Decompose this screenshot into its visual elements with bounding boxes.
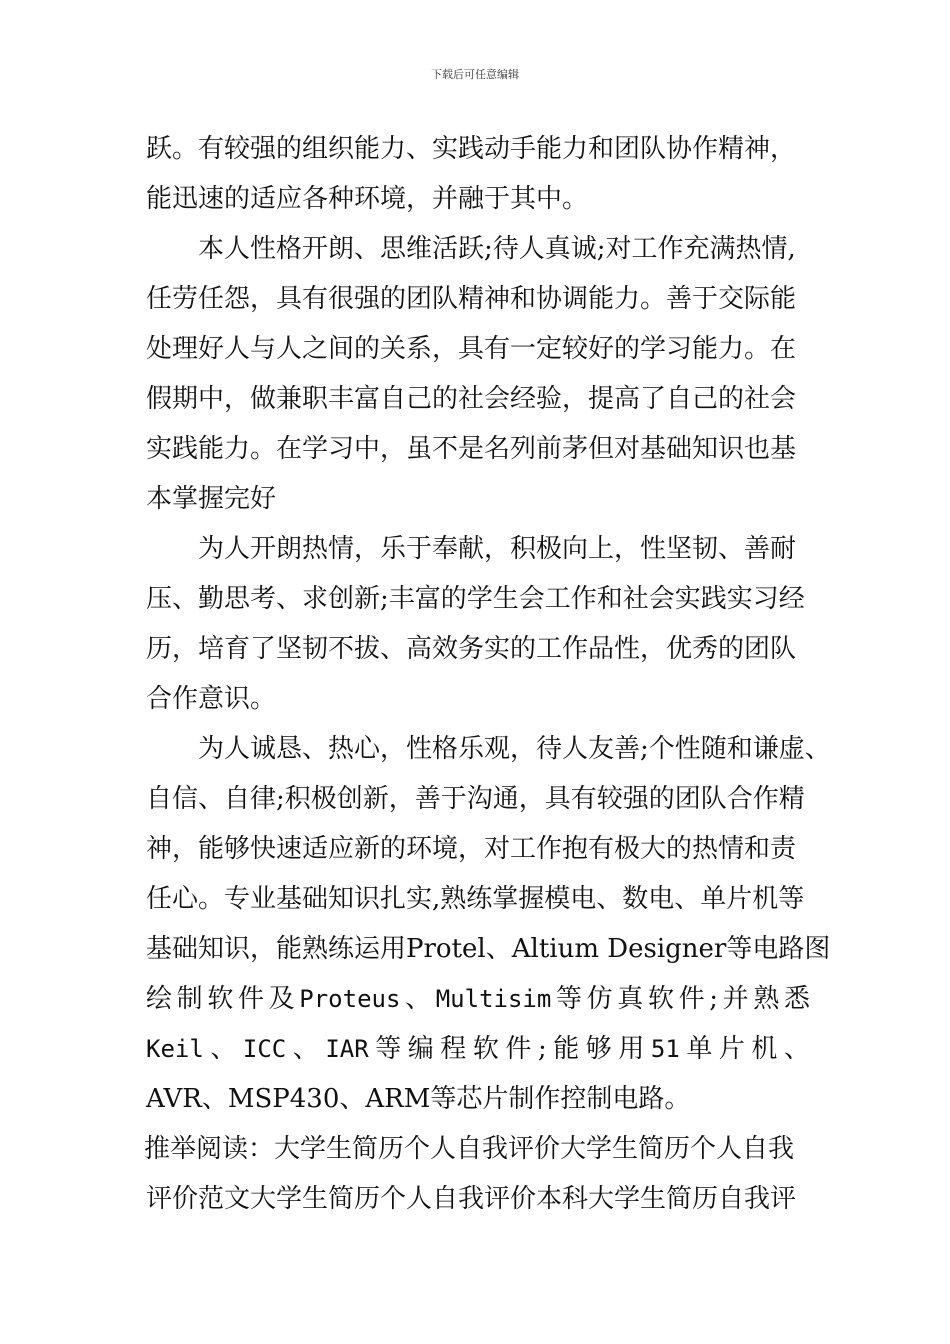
text-token: 悉 [783, 984, 810, 1014]
text-token: IAR [325, 1035, 369, 1063]
text-token: 编 [407, 1034, 434, 1064]
text-line: 为人诚恳、热心，性格乐观，待人友善;个性随和谦虚、 [198, 734, 831, 764]
text-token: 够 [585, 1034, 612, 1064]
text-line: 基础知识，能熟练运用Protel、Altium Designer等电路图 [146, 934, 831, 964]
text-line: 压、勤思考、求创新;丰富的学生会工作和社会实践实习经 [146, 584, 805, 614]
text-token: 及 [268, 984, 295, 1014]
text-line: 本人性格开朗、思维活跃;待人真诚;对工作充满热情, [198, 234, 796, 264]
text-token: 件 [237, 984, 264, 1014]
text-token: 等 [555, 984, 582, 1014]
text-line: 合作意识。 [146, 684, 277, 714]
text-token: 、 [405, 984, 432, 1014]
text-token: 软 [472, 1034, 499, 1064]
text-token: 、 [210, 1034, 237, 1064]
text-token: 单 [686, 1034, 713, 1064]
text-line: 假期中，做兼职丰富自己的社会经验，提高了自己的社会 [146, 384, 797, 414]
recommend-line: 推举阅读：大学生简历个人自我评价大学生简历个人自我 [144, 1134, 795, 1164]
text-line: 跃。有较强的组织能力、实践动手能力和团队协作精神， [146, 134, 797, 164]
text-token: 绘 [146, 984, 173, 1014]
text-line-justified [146, 974, 810, 1024]
text-line-justified [146, 1024, 810, 1074]
text-token: 机 [751, 1034, 778, 1064]
text-token: ICC [242, 1035, 287, 1063]
text-token: Proteus [299, 985, 401, 1013]
text-token: 用 [618, 1034, 645, 1064]
text-token: Keil [146, 1035, 204, 1063]
text-line: 处理好人与人之间的关系，具有一定较好的学习能力。在 [146, 334, 797, 364]
text-line: 历，培育了坚韧不拔、高效务实的工作品性，优秀的团队 [146, 634, 797, 664]
text-line: 实践能力。在学习中，虽不是名列前茅但对基础知识也基 [146, 434, 797, 464]
text-line: 为人开朗热情，乐于奉献，积极向上，性坚韧、善耐 [198, 534, 797, 564]
text-token: 程 [440, 1034, 467, 1064]
text-line: 任心。专业基础知识扎实,熟练掌握模电、数电、单片机等 [146, 884, 805, 914]
text-line: 神，能够快速适应新的环境，对工作抱有极大的热情和责 [146, 834, 797, 864]
text-token: 软 [207, 984, 234, 1014]
text-token: 制 [176, 984, 203, 1014]
text-token: 等 [375, 1034, 402, 1064]
text-line: 任劳任怨，具有很强的团队精神和协调能力。善于交际能 [146, 284, 797, 314]
text-token: 件 [678, 984, 705, 1014]
text-token: ; [709, 984, 719, 1014]
text-token: 片 [718, 1034, 745, 1064]
text-token: 真 [617, 984, 644, 1014]
text-line: 本掌握完好 [146, 484, 277, 514]
text-line: 能迅速的适应各种环境，并融于其中。 [146, 184, 589, 214]
text-token: ; [537, 1034, 547, 1064]
text-token: 仿 [586, 984, 613, 1014]
text-token: 能 [553, 1034, 580, 1064]
text-token: 并 [722, 984, 749, 1014]
text-token: 、 [292, 1034, 319, 1064]
recommend-line: 评价范文大学生简历个人自我评价本科大学生简历自我评 [146, 1184, 797, 1214]
text-token: 件 [505, 1034, 532, 1064]
text-token: 熟 [753, 984, 780, 1014]
text-line: 自信、自律;积极创新，善于沟通，具有较强的团队合作精 [146, 784, 805, 814]
document-body [144, 124, 831, 1224]
page-header: 下载后可任意编辑 [431, 68, 519, 81]
text-line: AVR、MSP430、ARM等芯片制作控制电路。 [146, 1084, 691, 1114]
text-token: 软 [647, 984, 674, 1014]
text-token: 51 [650, 1035, 680, 1063]
text-token: 、 [783, 1034, 810, 1064]
text-token: Multisim [435, 985, 552, 1013]
